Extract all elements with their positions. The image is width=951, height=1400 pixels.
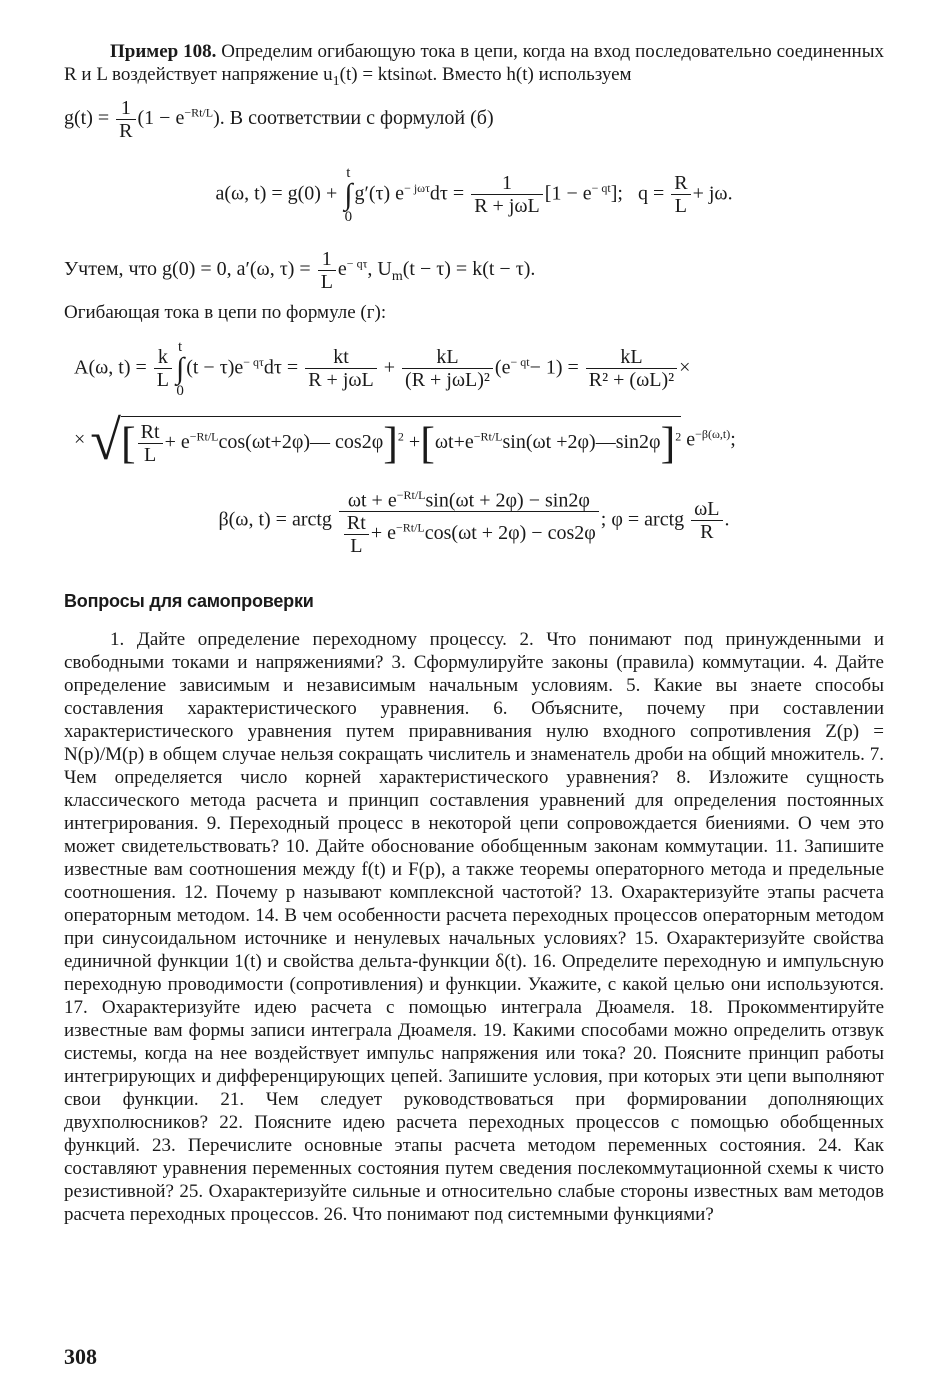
q-fraction: $\frac{R}{L}$ (671, 172, 690, 217)
equation-a: a(ω, t) = g(0) + t ∫ 0g′(τ) $e^{- j\omega\tau}d\tau$ = $\frac{1}{\text{R + jωL}}$ $[1 - e^{- qt}]$; q = $\frac{R}{L}$ + jω. (215, 164, 733, 225)
formula-intro: Огибающая тока в цепи по формуле (г): (64, 301, 387, 323)
page-content (64, 40, 884, 1226)
g-fraction: $\frac{1}{R}$ (116, 97, 135, 142)
example-label: Пример 108. (110, 41, 217, 62)
example-text-1: Определим огибающую тока в цепи, когда на вход последовательно соединенных R и L воздействует напряжение u (64, 41, 884, 85)
equation-sqrt: × √[ $\frac{Rt}{L}$ + $e^{-Rt/L}\cos(\omega t+2\varphi)—$ $\cos 2\varphi]^2 +[\omega t+e^{-Rt/L}\sin(\omega t$ +2φ)—sin2φ]$^2$ $e^{-\beta(\omega,t)}$; (74, 409, 736, 472)
note-fraction: $\frac{1}{L}$ (318, 248, 336, 293)
equation-A: A(ω, t) = $\frac{k}{L}$ t ∫ $0(t - \tau)e^{- q\tau}d\tau$ = $\frac{kt}{\text{R + jωL}}$ + $\frac{kL}{\text{(R + jωL)²}}$ $(e^{- qt}- 1)$ = $\frac{kL}{\text{R² + (ωL)²}}$ × (74, 338, 691, 399)
eq-a-fraction: $\frac{1}{\text{R + jωL}}$ (471, 172, 543, 217)
g-definition: g(t) = $\frac{1}{R}$ $(1 - e^{-Rt/L})$. В соответствии с формулой (б) (64, 96, 494, 142)
page-number: 308 (64, 1344, 97, 1369)
questions-paragraph: 1. Дайте определение переходному процессу. 2. Что понимают под принужденными и свободными токами и напряжениями? 3. Сформулируйте законы (правила) коммутации. 4. Дайте определение зависимым и независимым начальным условиям. 5. Какие вы знаете способы составления характеристического уравнения. 6. Объясните, почему при составлении характеристического уравнения путем приравнивания нулю входного сопротивления Z(p) = N(p)/M(p) в общем случае нельзя сокращать числитель и знаменатель дроби на общий множитель. 7. Чем определяется число корней характеристического уравнения? 8. Изложите сущность классического метода расчета и принцип составления уравнений для определения постоянных интегрирования. 9. Переходный процесс в некоторой цепи сопровождается биениями. О чем это может свидетельствовать? 10. Дайте обоснование обобщенным законам коммутации. 11. Запишите известные вам соотношения между f(t) и F(p), а также теоремы операторного метода и предельные соотношения. 12. Почему p называют комплексной частотой? 13. Охарактеризуйте этапы расчета операторным методом. 14. В чем особенности расчета переходных процессов операторным методом при синусоидальном источнике и ненулевых начальных условиях? 15. Охарактеризуйте свойства единичной функции 1(t) и свойства дельта-функции δ(t). 16. Определите переходную и импульсную переходную проводимости (сопротивления) и функции. Укажите, с какой целью они используются. 17. Охарактеризуйте идею расчета с помощью интеграла Дюамеля. 18. Прокомментируйте известные вам формы записи интеграла Дюамеля. 19. Какими способами можно определить отзвук системы, когда на нее воздействует импульс напряжения или тока? 20. Поясните принцип работы интегрирующих и дифференцирующих цепей. Запишите условия, при которых эти цепи выполняют свои функции. 21. Чем следует руководствоваться при формировании дополняющих двухполюсников? 22. Поясните идею расчета переходных процессов с помощью обобщенных функций. 23. Перечислите основные этапы расчета методом переменных состояния. 24. Как составляют уравнения переменных состояния путем сведения послекоммутационной схемы к чисто резистивной? 25. Охарактеризуйте сильные и относительно слабые стороны известных вам методов расчета переходных процессов. 26. Что понимают под системными функциями? (64, 629, 884, 1226)
section-heading: Вопросы для самопроверки (64, 591, 314, 612)
example-text-2: (t) = ktsinωt. Вместо h(t) используем (339, 64, 632, 85)
equation-beta: β(ω, t) = arctg $\omega t + e^{-Rt/L}\sin(\omega t + 2\varphi) - \sin 2\varphi$ $\frac{Rt}{L}$ + $e^{-Rt/L}\cos(\omega t + 2\varphi) - \cos 2\varphi$ ; φ = arctg $\frac{\omega L}{R}$ . (64, 484, 884, 558)
note-line: Учтем, что g(0) = 0, a′(ω, τ) = $\frac{1}{L}$ $e^{- q\tau}$, $U_m(t - \tau) = k(t - \tau)$. (64, 247, 536, 293)
integral-sign: t ∫ 0 (344, 164, 353, 225)
beta-fraction: $\omega t + e^{-Rt/L}\sin(\omega t + 2\varphi) - \sin 2\varphi$ $\frac{Rt}{L}$ + $e^{-Rt/L}\cos(\omega t + 2\varphi) - \cos 2\varphi$ (339, 484, 599, 558)
example-paragraph: Пример 108. Определим огибающую тока в цепи, когда на вход последовательно соединенных R и L воздействует напряжение $u_1(t) = ktsin\omega t$. Вместо h(t) используем (64, 41, 884, 89)
